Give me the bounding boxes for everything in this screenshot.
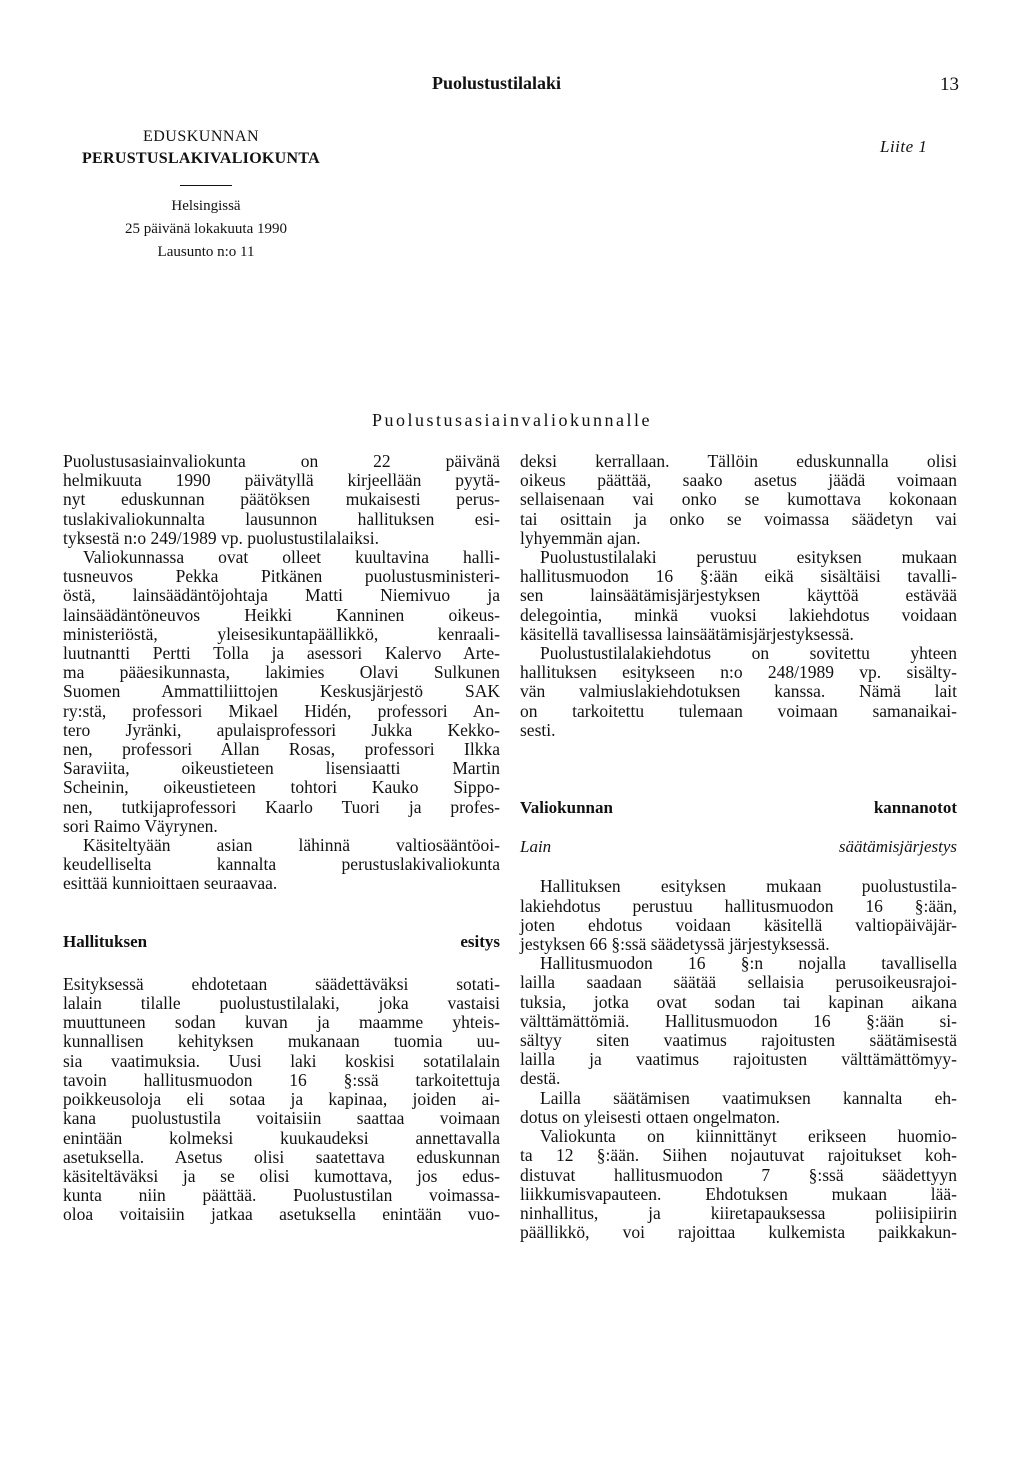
text-line: Puolustusasiainvaliokunta on 22 päivänä: [63, 451, 500, 471]
text-line: Hallituksen esityksen mukaan puolustustila-: [540, 876, 957, 897]
text-line: liikkumisvapauteen. Ehdotuksen mukaan lää-: [520, 1183, 957, 1204]
text-line: ministeriöstä, yleisesikuntapäällikkö, kenraali-: [63, 623, 500, 644]
text-line: nen, professori Allan Rosas, professori Ilkka: [63, 739, 500, 760]
text-line: esittää kunnioittaen seuraavaa.: [63, 873, 278, 894]
text-line: oloa voitaisiin jatkaa asetuksella enintään vuo-: [63, 1204, 500, 1225]
text-line: Käsiteltyään asian lähinnä valtiosääntöoi-: [83, 835, 500, 856]
text-line: ninhallitus, ja kiiretapauksessa poliisipiirin: [520, 1202, 957, 1223]
text-line: tusneuvos Pekka Pitkänen puolustusministeri-: [63, 566, 500, 587]
paragraph: [520, 644, 957, 740]
right-column: [520, 452, 957, 1242]
text-line: helmikuuta 1990 päivätyllä kirjeellään pyytä-: [63, 470, 500, 491]
text-line: Lailla säätämisen vaatimuksen kannalta eh-: [540, 1087, 957, 1108]
text-line: lailla ja vaatimus rajoitusten välttämättömyy-: [520, 1049, 957, 1070]
text-line: Puolustustilalakiehdotus on sovitettu yhteen: [540, 643, 957, 664]
text-line: asetuksella. Asetus olisi saatettava eduskunnan: [63, 1146, 500, 1167]
running-title: Puolustustilalaki: [432, 73, 562, 93]
sub-heading: Lain säätämisjärjestys: [520, 837, 957, 857]
text-line: on tarkoitettu tulemaan voimaan samanaikai-: [520, 700, 957, 721]
text-line: hallituksen esitykseen n:o 248/1989 vp. sisälty-: [520, 662, 957, 683]
paragraph: [63, 452, 500, 548]
paragraph: [520, 954, 957, 1088]
text-line: deksi kerrallaan. Tällöin eduskunnalla olisi: [520, 451, 957, 471]
text-line: välttämättömiä. Hallitusmuodon 16 §:ään si-: [520, 1010, 957, 1031]
text-line: kana puolustustila voitaisiin saattaa voimaan: [63, 1108, 500, 1129]
text-line: joten ehdotus voidaan käsitellä valtiopäiväjär-: [520, 914, 957, 935]
text-line: oikeus päättää, saako asetus jäädä voimaan: [520, 470, 957, 491]
paragraph: [520, 1127, 957, 1242]
text-line: Valiokunnassa ovat olleet kuultavina halli-: [83, 547, 500, 568]
letterhead-divider: [180, 185, 232, 186]
left-column: [63, 452, 500, 1225]
text-line: distuvat hallitusmuodon 7 §:ssä säädettyyn: [520, 1164, 957, 1185]
text-line: östä, lainsäädäntöjohtaja Matti Niemivuo ja: [63, 585, 500, 606]
text-line: Valiokunta on kiinnittänyt erikseen huomio-: [540, 1126, 957, 1147]
text-line: Hallitusmuodon 16 §:n nojalla tavallisella: [540, 953, 957, 974]
text-line: tuksia, jotka ovat sodan tai kapinan aikana: [520, 991, 957, 1012]
text-line: ma pääesikunnasta, lakimies Olavi Sulkunen: [63, 662, 500, 683]
statement-number: Lausunto n:o 11: [157, 244, 255, 260]
text-line: kunnallisen kehityksen mukanaan tuomia uu-: [63, 1031, 500, 1052]
text-line: Scheinin, oikeustieteen tohtori Kauko Sippo-: [63, 777, 500, 798]
text-line: tavoin hallitusmuodon 16 §:ssä tarkoitettuja: [63, 1069, 500, 1090]
text-line: ry:stä, professori Mikael Hidén, professori An-: [63, 700, 500, 721]
text-line: hallitusmuodon 16 §:ään eikä sisältäisi tavalli-: [520, 566, 957, 587]
text-line: lailla saadaan säätää sellaisia perusoikeusrajoi-: [520, 972, 957, 993]
section-heading: Hallituksen esitys: [63, 931, 500, 951]
committee-name-line1: EDUSKUNNAN: [142, 128, 260, 145]
paragraph: [63, 548, 500, 836]
appendix-label: Liite 1: [880, 137, 928, 156]
text-line: lainsäädäntöneuvos Heikki Kanninen oikeus-: [63, 604, 500, 625]
committee-name-line2: PERUSTUSLAKIVALIOKUNTA: [81, 150, 321, 167]
text-line: tero Jyränki, apulaisprofessori Jukka Kekko-: [63, 719, 500, 740]
text-line: sen lainsäätämisjärjestyksen käyttöä estävää: [520, 585, 957, 606]
text-line: tai osittain ja onko se voimassa säädetyn vai: [520, 508, 957, 529]
section-heading: Valiokunnan kannanotot: [520, 798, 957, 818]
text-line: nyt eduskunnan päätöksen mukaisesti perus-: [63, 489, 500, 510]
text-line: lyhyemmän ajan.: [520, 527, 641, 548]
text-line: ta 12 §:ään. Siihen nojautuvat rajoitukset koh-: [520, 1145, 957, 1166]
text-line: vän valmiuslakiehdotuksen kanssa. Nämä lait: [520, 681, 957, 702]
text-line: Saraviita, oikeustieteen lisensiaatti Martin: [63, 758, 500, 779]
text-line: tuslakivaliokunnalta lausunnon hallituksen esi-: [63, 508, 500, 529]
text-line: sori Raimo Väyrynen.: [63, 815, 218, 836]
text-line: muuttuneen sodan kuvan ja maamme yhteis-: [63, 1012, 500, 1033]
recipient: Puolustusasiainvaliokunnalle: [372, 410, 652, 430]
text-line: destä.: [520, 1068, 561, 1089]
text-line: kunta niin päättää. Puolustustilan voimassa-: [63, 1185, 500, 1206]
paragraph: [520, 877, 957, 954]
text-line: lalain tilalle puolustustilalaki, joka vastaisi: [63, 993, 500, 1014]
text-line: käsitellä tavallisessa lainsäätämisjärjestyksessä.: [520, 623, 854, 644]
text-line: delegointia, minkä vuoksi lakiehdotus voidaan: [520, 604, 957, 625]
text-line: poikkeusoloja eli sotaa ja kapinaa, joiden ai-: [63, 1089, 500, 1110]
text-line: jestyksen 66 §:ssä säädetyssä järjestyksessä.: [520, 934, 830, 955]
text-line: luutnantti Pertti Tolla ja asessori Kalervo Arte-: [63, 643, 500, 664]
text-line: päällikkö, voi rajoittaa kulkemista paikkakun-: [520, 1222, 957, 1243]
page-number: 13: [940, 74, 959, 95]
paragraph: [520, 452, 957, 548]
place: Helsingissä: [171, 198, 241, 214]
text-line: tyksestä n:o 249/1989 vp. puolustustilalaiksi.: [63, 527, 379, 548]
paragraph: [520, 548, 957, 644]
date: 25 päivänä lokakuuta 1990: [124, 221, 288, 237]
paragraph: [520, 1089, 957, 1127]
paragraph: [63, 836, 500, 894]
text-line: dotus on yleisesti ottaen ongelmaton.: [520, 1106, 781, 1127]
text-line: keudelliselta kannalta perustuslakivaliokunta: [63, 854, 500, 875]
text-line: Suomen Ammattiliittojen Keskusjärjestö SAK: [63, 681, 500, 702]
text-line: sesti.: [520, 719, 556, 740]
text-line: käsiteltäväksi ja se olisi kumottava, jos edus-: [63, 1165, 500, 1186]
text-line: enintään kolmeksi kuukaudeksi annettavalla: [63, 1127, 500, 1148]
text-line: sellaisenaan vai onko se kumottava kokonaan: [520, 489, 957, 510]
text-line: Puolustustilalaki perustuu esityksen mukaan: [540, 547, 957, 568]
text-line: Esityksessä ehdotetaan säädettäväksi sotati-: [63, 973, 500, 994]
text-line: sältyy siten vaatimus rajoitusten säätämisestä: [520, 1030, 957, 1051]
text-line: nen, tutkijaprofessori Kaarlo Tuori ja profes-: [63, 796, 500, 817]
paragraph: [63, 975, 500, 1225]
text-line: sia vaatimuksia. Uusi laki koskisi sotatilalain: [63, 1050, 500, 1071]
text-line: lakiehdotus perustuu hallitusmuodon 16 §:ään,: [520, 895, 957, 916]
